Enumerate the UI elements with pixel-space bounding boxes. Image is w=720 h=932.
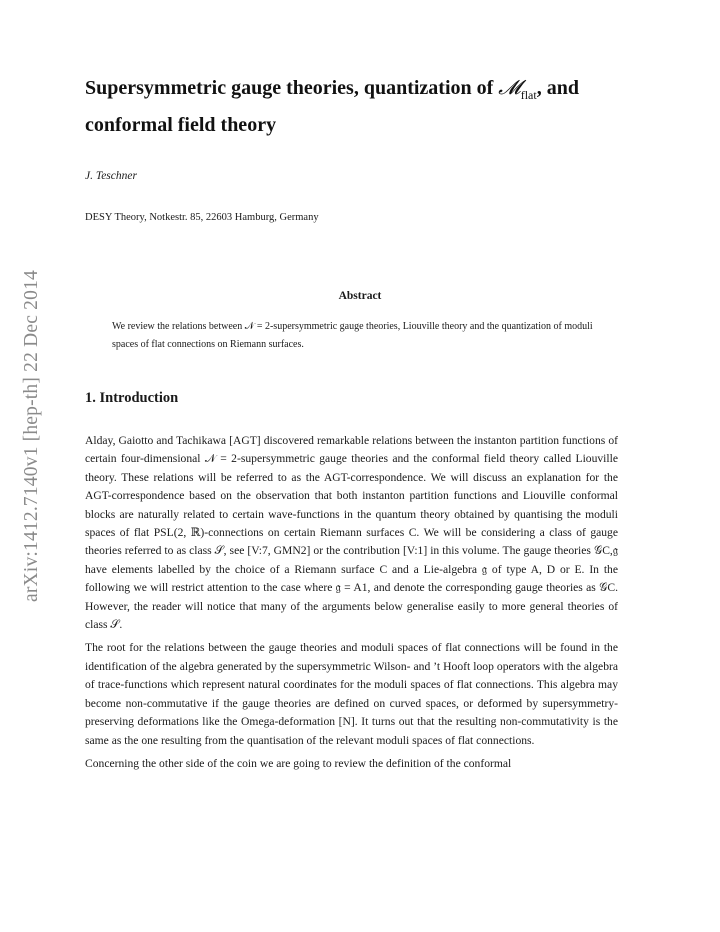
paper-title [85, 72, 645, 140]
author-name: J. Teschner [85, 170, 137, 182]
title-math-symbol: 𝓜 [498, 75, 521, 99]
section-heading: 1. Introduction [85, 390, 179, 406]
abstract-heading: Abstract [338, 290, 382, 302]
title-part2: , and conformal field theory [85, 77, 579, 136]
abstract-text: We review the relations between 𝒩 = 2-supersymmetric gauge theories, Liouville theory and the quantization of moduli spaces of flat connections on Riemann surfaces. [112, 321, 593, 350]
title-part1: Supersymmetric gauge theories, quantization of [85, 77, 499, 99]
title-math-subscript: flat [520, 88, 537, 102]
section-body [85, 432, 618, 778]
body-paragraph-2: The root for the relations between the gauge theories and moduli spaces of flat connections will be found in the identification of the algebra generated by the supersymmetric Wilson- and ’t Hooft loop operators with the algebra of trace-functions which represent natural coordinates for the moduli spaces of flat connections. This algebra may become non-commutative if the gauge theories are defined on curved spaces, or deformed by supersymmetry-preserving deformations like the Omega-deformation [N]. It turns out that the resulting non-commutativity is the same as the one resulting from the quantisation of the relevant moduli spaces of flat connections. [85, 641, 618, 747]
body-paragraph-1: Alday, Gaiotto and Tachikawa [AGT] discovered remarkable relations between the instanton partition functions of certain four-dimensional 𝒩 = 2-supersymmetric gauge theories and the conformal field theory called Liouville theory. These relations will be referred to as the AGT-correspondence. We will discuss an explanation for the AGT-correspondence based on the observation that both instanton partition functions and Liouville conformal blocks are naturally related to certain wave-functions in the quantum theory obtained by quantising the moduli spaces of flat PSL(2, ℝ)-connections on certain Riemann surfaces C. We will be considering a class of gauge theories referred to as class 𝒮, see [V:7, GMN2] or the contribution [V:1] in this volume. The gauge theories 𝒢C,𝔤 have elements labelled by the choice of a Riemann surface C and a Lie-algebra 𝔤 of type A, D or E. In the following we will restrict attention to the case where 𝔤 = A1, and denote the corresponding gauge theories as 𝒢C. However, the reader will notice that many of the arguments below generalise easily to more general theories of class 𝒮. [85, 434, 618, 632]
arxiv-id-label: arXiv:1412.7140v1 [hep-th] 22 Dec 2014 [21, 270, 42, 602]
body-paragraph-3: Concerning the other side of the coin we are going to review the definition of the conformal [85, 756, 512, 770]
author-affiliation: DESY Theory, Notkestr. 85, 22603 Hamburg, Germany [85, 212, 319, 223]
